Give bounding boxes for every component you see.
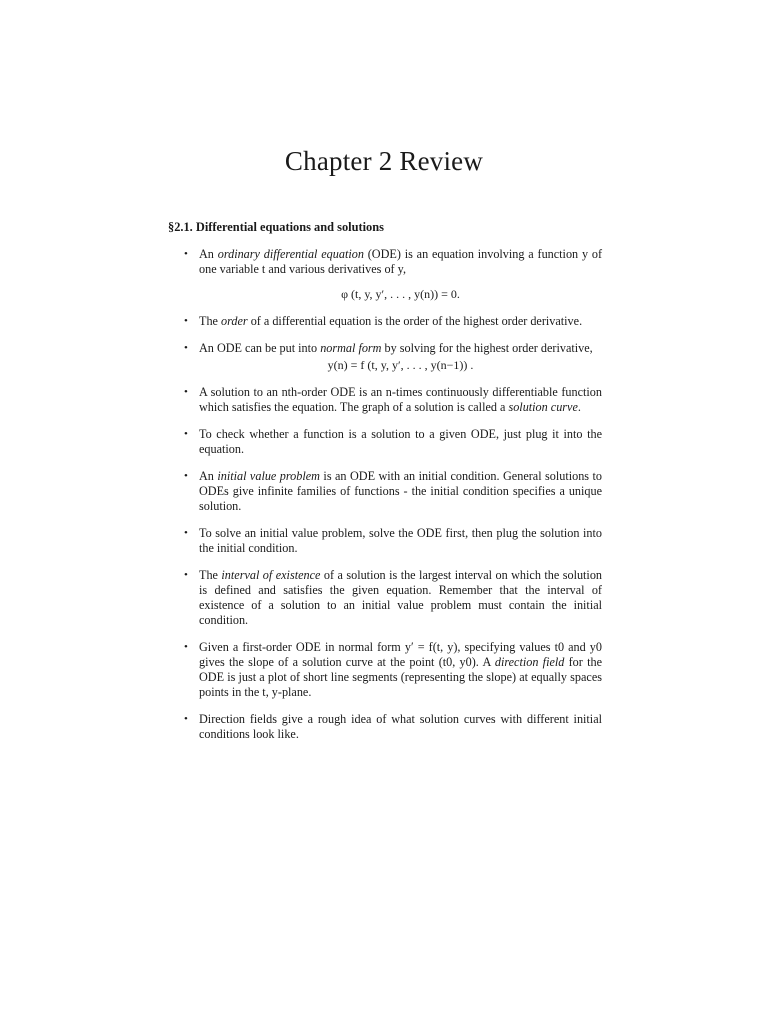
item-emphasis: solution curve [508, 400, 578, 414]
list-item [184, 314, 602, 329]
bullet-icon: • [184, 527, 188, 539]
item-text: of a solution is the largest interval on which the solution is defined and satisfies the given equation. Remember that the interval of existence of a solution to an initial value problem must contain the initial condition. [199, 568, 603, 627]
bullet-icon: • [184, 713, 188, 725]
item-emphasis: initial value problem [217, 469, 320, 483]
bullet-icon: • [184, 342, 188, 354]
item-emphasis: direction field [494, 655, 565, 669]
item-text: by solving for the highest order derivative, [381, 341, 593, 355]
bullet-list [184, 247, 602, 754]
section-heading: §2.1. Differential equations and solutions [168, 220, 384, 234]
list-item [184, 469, 602, 514]
item-text: (ODE) is an equation involving a function y of one variable t and various derivatives of y, [199, 247, 602, 276]
item-emphasis: order [221, 314, 248, 328]
item-text: The [199, 314, 221, 328]
list-item [184, 385, 602, 415]
item-text: Direction fields give a rough idea of what solution curves with different initial conditions look like. [199, 712, 602, 741]
item-text: for the ODE is just a plot of short line segments (representing the slope) at equally spaces points in the t, y-plane. [199, 655, 602, 699]
display-equation: φ (t, y, y′, . . . , y(n)) = 0. [341, 287, 460, 301]
item-text: . [577, 400, 581, 414]
list-item [184, 712, 602, 742]
list-item [184, 526, 602, 556]
item-emphasis: normal form [320, 341, 382, 355]
list-item [184, 341, 602, 373]
item-text: An [199, 247, 218, 261]
item-text: of a differential equation is the order of the highest order derivative. [247, 314, 583, 328]
bullet-icon: • [184, 428, 188, 440]
bullet-icon: • [184, 248, 188, 260]
chapter-title: Chapter 2 Review [284, 146, 484, 176]
item-text: To solve an initial value problem, solve the ODE first, then plug the solution into the initial condition. [199, 526, 602, 555]
item-text: An ODE can be put into [199, 341, 321, 355]
list-item [184, 568, 602, 628]
bullet-icon: • [184, 386, 188, 398]
list-item [184, 247, 602, 302]
item-text: is an ODE with an initial condition. General solutions to ODEs give infinite families of functions - the initial condition specifies a unique solution. [199, 469, 602, 513]
display-equation: y(n) = f (t, y, y′, . . . , y(n−1)) . [327, 358, 474, 372]
item-text: Given a first-order ODE in normal form y′ = f(t, y), specifying values t0 and y0 gives the slope of a solution curve at the point (t0, y0). A [199, 640, 602, 669]
list-item [184, 640, 602, 700]
bullet-icon: • [184, 569, 188, 581]
bullet-icon: • [184, 315, 188, 327]
bullet-icon: • [184, 641, 188, 653]
item-emphasis: ordinary differential equation [217, 247, 364, 261]
bullet-icon: • [184, 470, 188, 482]
item-text: A solution to an nth-order ODE is an n-times continuously differentiable function which satisfies the equation. The graph of a solution is called a [199, 385, 602, 414]
list-item [184, 427, 602, 457]
item-text: The [199, 568, 222, 582]
item-emphasis: interval of existence [221, 568, 321, 582]
item-text: An [199, 469, 218, 483]
item-text: To check whether a function is a solution to a given ODE, just plug it into the equation. [199, 427, 602, 456]
